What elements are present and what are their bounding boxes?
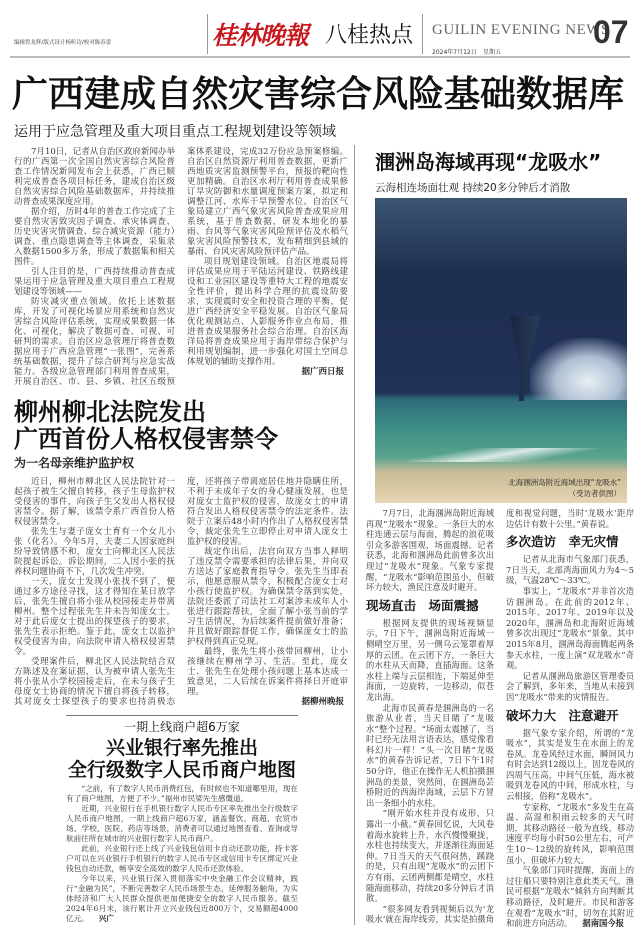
paragraph: 记者从涠洲岛旅游区管理委员会了解到，多年来，当地从未接到因“龙吸水”带来的灾情报告。 — [506, 670, 634, 702]
paragraph — [66, 874, 298, 924]
lead-article-body — [14, 147, 348, 387]
photo-caption-text: 北海涠洲岛附近海域出现“龙吸水” — [508, 478, 621, 487]
photo-clouds — [530, 338, 627, 400]
bank-kicker: 一期上线商户超6万家 — [124, 720, 240, 734]
photo-caption — [508, 477, 621, 499]
bank-headline — [66, 737, 298, 781]
waterspout-article-body — [366, 508, 634, 929]
paragraph: 据介绍，历时4年的普查工作完成了主要自然灾害致灾因子调查、承灾体调查、历史灾害灾情调查、综合减灾资源（能力）调查、重点隐患调查等主体调查，采集录入数据1500多万条，形成了数据集和相关图件。 — [14, 207, 175, 267]
photo-credit: （受访者供图） — [568, 489, 621, 498]
bank-article-body — [66, 784, 298, 924]
bank-story-rule — [66, 715, 298, 716]
section-heading: 多次造访 幸无灾情 — [506, 534, 619, 550]
paragraph: 据气象专家介绍，所谓的“龙吸水”，其实是发生在水面上的龙卷风。龙卷风经过水面，瞬间风力有时会达到12级以上，因龙卷风的四周气压高，中间气压低，海水被吸到龙卷风的中间，形成水柱，与云相接，俗称“龙吸水”。 — [506, 727, 634, 802]
paragraph-text: 气象部门同时提醒，海面上的过往船只要特别注意此类天气。渔民可根据“龙吸水”倾斜方向判断其移动路径，及时避开。市民和游客在观看“龙吸水”时，切勿在其附近和前进方向活动。 — [506, 865, 634, 929]
paragraph: 记者从北海市气象部门获悉，7日当天，北部湾海面风力为4～5级，气温28℃～33℃。 — [506, 554, 634, 586]
paragraph: 此前，兴业银行还上线了兴业钱包信用卡自动还款功能，持卡客户可以在兴业银行手机银行的数字人民币专区或信用卡专区绑定兴业钱包自动还款，畅享安全高效的数字人民币还款体验。 — [66, 844, 298, 873]
section-heading: 现场直击 场面震撼 — [366, 597, 479, 613]
paragraph — [506, 865, 634, 929]
issue-weekday: 星期五 — [483, 49, 502, 56]
paragraph: 事实上，“龙吸水”并非首次造访涠洲岛。在此前的2012年、2015年、2017年、2019年以及2020年，涠洲岛和北海附近海域曾多次出现过“龙吸水”景象。其中2015年8月，涠洲岛海面腾起两条参天水柱，一度上演“双龙吸水”奇观。 — [506, 585, 634, 671]
paragraph: 张先生与妻子庞女士育有一个女儿小张（化名）。今年5月，夫妻二人因家庭纠纷导致情感不和，庞女士向柳北区人民法院提起诉讼。诉讼期间，二人因小张的抚养权问题协商不下，几次发生冲突。 — [14, 527, 175, 577]
paragraph: 受理案件后，柳北区人民法院结合双方陈述及在案证据，认为被申请人张先生将小张从小学校园接走后，在未与孩子生母庞女士协商的情况下擅自将孩子转移，其对庞女士探望孩子的要求也持消极态度，还将孩子带离庭居住地并隐瞒住所，不利于未成年子女的身心健康发展，也是对庞女士监护权的侵害，故庞女士的申请符合发出人格权侵害禁令的法定条件。法院于立案后48小时内作出了人格权侵害禁令，裁定张先生立即停止对申请人庞女士监护权的侵害。 — [14, 477, 348, 707]
waterspout-byline: 据南国今报 — [582, 918, 624, 929]
paragraph: 北海市民黄春是涠洲岛的一名旅游从业者，当天目睹了“龙吸水”整个过程。“场面太震撼了，当时已经无法用言语表达，感觉像看科幻片一样！”头一次目睹“龙吸水”的黄春告诉记者，7日下午1时50分许，他正在操作无人机拍摄涠洲岛的美景，突然间，在涠洲岛芸桥附近的西海岸海域，云层下方冒出一条细小的水柱。 — [366, 702, 494, 808]
newspaper-logo: 桂林晚報 — [212, 21, 309, 50]
court-byline: 据柳州晚报 — [301, 697, 344, 707]
masthead-divider — [207, 14, 208, 54]
paragraph: 7月10日，记者从自治区政府新闻办举行的广西第一次全国自然灾害综合风险普查工作情况新闻发布会上获悉，广西已顺利完成普查各项目标任务，建成自治区级自然灾害综合风险基础数据库，并持续推动普查成果深度应用。 — [14, 147, 175, 207]
paragraph: 专家称，“龙吸水”多发生在高温、高湿和积雨云较多的天气时期，其移动路径一般为直线，移动速度平均每小时50公里左右，可产生10～12级的旋转风，影响范围虽小，但破坏力较大。 — [506, 801, 634, 865]
waterspout-subhead: 云海相连场面壮观 持续20多分钟后才消散 — [375, 182, 571, 194]
paragraph: 近期，兴业银行在手机银行数字人民币专区率先推出全行级数字人民币商户地图，一期上线商户超6万家，涵盖餐饮、商超、农贸市场、学校、医院、药店等场景，消费者可以通过地图查看、查询或导航前往所在城市的兴业银行数字人民币商户。 — [66, 804, 298, 843]
court-article-body — [14, 477, 348, 707]
paragraph: 近日，柳州市柳北区人民法院针对一起孩子被生父擅自转移，孩子生母监护权受侵害的事件，向孩子生父发出人格权侵害禁令。据了解，该禁令系广西首份人格权侵害禁令。 — [14, 477, 175, 527]
paragraph: 最终，张先生将小孩带回柳州，让小孩继续在柳州学习、生活。至此，庞女士、张先生在处理小孩问题上基本达成一致意见，二人后续在诉案件将择日开庭审理。 — [187, 647, 348, 697]
paragraph: “刚开始水柱并没有成形，只露出一小截。”黄春回忆说，大风卷着海水旋转上升，水汽慢慢聚拢，水柱也持续变大，并逐渐往海面延伸。7日当天的天气很闷热，蹊跷的是，只有出现“龙吸水”的云团下方有雨，云团两侧都是晴空，水柱随海面移动，持续20多分钟后才消散。 — [366, 808, 494, 904]
court-headline-line1: 柳州柳北法院发出 — [14, 398, 206, 426]
waterspout-photo — [375, 198, 627, 503]
paragraph: “之前，有了数字人民币消费红包，有时候也不知道哪里用，现在有了商户地图，方便了不少。”福州市民梁先生感慨道。 — [66, 784, 298, 803]
court-subhead: 为一名母亲维护监护权 — [14, 456, 135, 470]
masthead-divider — [422, 14, 423, 54]
section-heading: 破坏力大 注意避开 — [506, 707, 619, 723]
paragraph: “很多网友看到视频后以为‘龙吸水’就在海岸线旁，其实是拍摄角度和视觉问题，当时‘龙吸水’距岸边估计有数十公里。”黄春说。 — [366, 508, 634, 925]
lead-byline: 据广西日报 — [301, 367, 344, 377]
column-divider — [354, 145, 355, 925]
paragraph: 引人注目的是，广西持续推动普查成果运用于应急管理及重大项目重点工程规划建设等领域—— — [14, 267, 175, 297]
court-headline-line2: 广西首份人格权侵害禁令 — [14, 425, 278, 453]
bank-byline: 兴广 — [98, 914, 114, 923]
left-stories — [14, 147, 348, 924]
paragraph: 根据网友提供的现场视频显示，7日下午，涠洲岛附近海域一侧晴空万里，另一侧乌云笼罩着厚厚的云团。在云团下方，一条巨大的水柱从天而降，直插海面。这条水柱上端与云层相连，下端延伸至海面，一边旋转，一边移动，似苍龙出海。 — [366, 617, 494, 702]
paragraph: 裁定作出后，法官向双方当事人释明了违反禁令需要承担的法律后果，并向双方送达了家庭教育指导令。张先生当即表示，他愿意服从禁令，积极配合庞女士对小孩行使监护权。为确保禁令落到实处，法院还委派了司法社工对案涉未成年人小张进行跟踪帮扶，全面了解小张当前的学习生活情况，为后续案件提前做好准备；并且做好跟踪督促工作，确保庞女士的监护权得到真正兑现。 — [187, 547, 348, 647]
issue-date: 2024年7月12日 — [432, 49, 477, 56]
english-paper-name: GUILIN EVENING NEWS — [432, 22, 610, 38]
waterspout-headline: 涠洲岛海域再现“龙吸水” — [375, 150, 602, 174]
photo-surf — [375, 448, 627, 462]
section-title: 八桂热点 — [325, 23, 414, 48]
bank-story — [66, 715, 298, 924]
editor-credits: 编辑曾龙辉/版式设计杨昕诗/校对陈春蕾 — [14, 40, 112, 46]
paragraph-text: 今年以来，兴业银行深入贯彻落实中央金融工作会议精神，践行“金融为民”，不断完善数字人民币场景生态，延伸服务触角，为实体经济和广大人民群众提供更加便捷安全的数字人民币服务。截至2024年6月末，该行累计开立兴业钱包近800万个，交易额超4000亿元。 — [66, 874, 298, 923]
page-number: 07 — [593, 14, 629, 50]
bank-headline-line1: 兴业银行率先推出 — [105, 737, 258, 759]
paragraph: 一天，庞女士发现小张找不到了，便通过多方途径寻找，这才得知在某日放学后，张先生擅自将小张从校园接走并带离柳州。整个过程张先生并未告知庞女士。对于此后庞女士提出的探望孩子的要求，张先生表示拒绝。鉴于此，庞女士以监护权受侵害为由，向法院申请人格权侵害禁令。 — [14, 577, 175, 657]
bank-headline-line2: 全行级数字人民币商户地图 — [67, 759, 296, 781]
paragraph: 项目规划建设领域。自治区地震局将评估成果应用于平陆运河建设、铁路线建设和工业园区建设等重特大工程的地震安全性评价，提出科学合理的抗震设防要求，实现震时安全和投资合理的平衡，促进广西经济安全平稳发展。自治区气象局优化观测站点、人影服务作业点布局，推进普查成果服务社会综合治理。自治区海洋局将普查成果应用于海岸带综合保护与利用规划编制，进一步强化对国土空间总体规划的辅助支撑作用。 — [187, 257, 348, 367]
paragraph: 防灾减灾重点领域。依托上述数据库，开发了可视化场景应用系统和自然灾害综合风险评估系统，实现成果数据一体化、可视化，解决了数据可查、可视、可研判的需求。自治区应急管理厅将普查数据应用于广西应急管理“一张图”，完善系统基础数据，提升了综合研判与应急实战能力。各级应急管理部门利用普查成果，开展自治区、市、县、乡镇、社区五级预案体系建设，完成32万份应急预案修编。自治区自然资源厅利用普查数据，更新广西地质灾害监测预警平台，预报的靶向性更加精确。自治区水利厅利用普查成果修订旱灾防御和水量调度预案方案，拟定和调整江河、水库干旱预警水位。自治区气象局建立广西气象灾害风险普查成果应用系统，基于普查数据，研发本地化的暴雨、台风等气象灾害风险预评估及水稻气象灾害风险预警技术，发布精细到县域的暴雨、台风灾害风险预评估产品。 — [14, 147, 348, 387]
lead-headline: 广西建成自然灾害综合风险基础数据库 — [12, 74, 625, 115]
paragraph: 7月7日，北海涠洲岛附近海域再现“龙吸水”现象。一条巨大的水柱连通云层与海面，腾起的浪花吸引众多游客围观，场面震撼。记者获悉，北海和涠洲岛此前曾多次出现过“龙吸水”现象。气象专家提醒，“龙吸水”影响范围虽小，但破坏力较大，渔民注意及时避开。 — [366, 508, 494, 593]
lead-subhead: 运用于应急管理及重大项目重点工程规划建设等领域 — [14, 124, 336, 140]
court-headline — [14, 399, 348, 453]
masthead-rule — [10, 56, 630, 58]
